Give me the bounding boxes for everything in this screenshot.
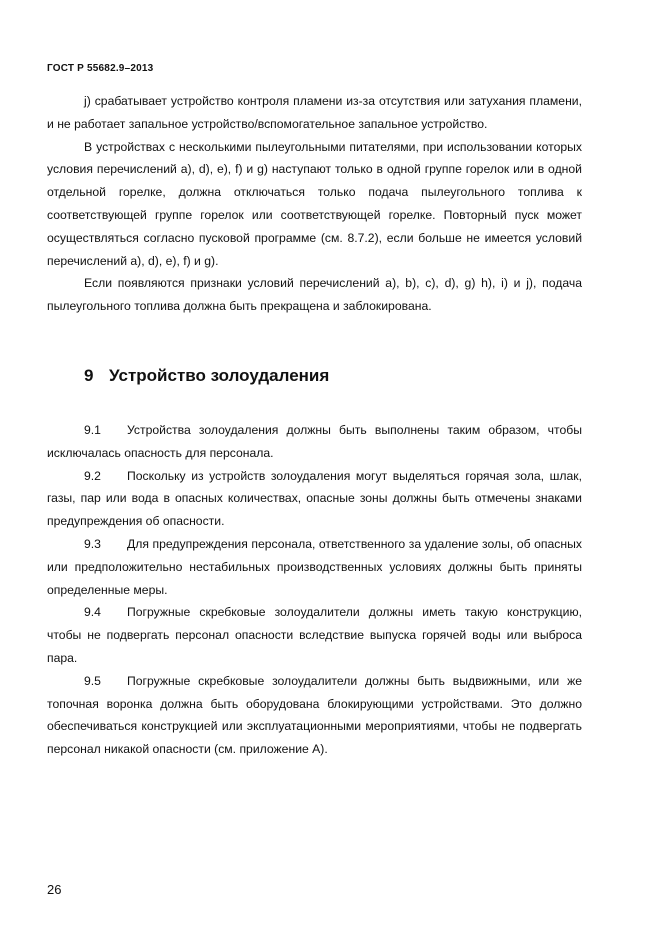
clause-number: 9.1	[84, 423, 101, 437]
clause-number: 9.5	[84, 673, 101, 688]
paragraph: Если появляются признаки условий перечислений a), b), c), d), g) h), i) и j), подача пылеугольного топлива должна быть прекращена и заблокирована.	[47, 276, 582, 314]
paragraph: j) срабатывает устройство контроля пламени из-за отсутствия или затухания пламени, и не работает запальное устройство/вспомогательное запальное устройство.	[47, 94, 582, 131]
clause	[47, 465, 582, 533]
section-heading	[84, 366, 329, 386]
clause-text: Поскольку из устройств золоудаления могут выделяться горячая зола, шлак, газы, пар или вода в опасных количествах, опасные зоны должны быть отмечены знаками предупреждения об опасности.	[47, 468, 582, 529]
clause	[47, 533, 582, 601]
document-header: ГОСТ Р 55682.9–2013	[47, 63, 154, 74]
paragraph: В устройствах с несколькими пылеугольными питателями, при использовании которых условия перечислений a), d), e), f) и g) наступают только в одной группе горелок или в одной отдельной горелке, должна отключаться только подача пылеугольного топлива к соответствующей группе горелок или соответствующей горелке. Повторный пуск может осуществляться согласно пусковой программе (см. 8.7.2), если больше не имеется условий перечислений a), d), e), f) и g).	[47, 139, 582, 268]
clause-text: Устройства золоудаления должны быть выполнены таким образом, чтобы исключалась опасность для персонала.	[47, 423, 582, 460]
clause-number: 9.2	[84, 468, 101, 483]
section-body	[47, 419, 582, 761]
section-title: Устройство золоудаления	[109, 366, 330, 385]
clause-text: Для предупреждения персонала, ответственного за удаление золы, об опасных или предположительно нестабильных производственных условиях должны быть приняты определенные меры.	[47, 536, 582, 597]
page-number: 26	[47, 882, 62, 897]
section-number: 9	[84, 366, 94, 385]
clause	[47, 419, 582, 465]
clause	[47, 670, 582, 761]
clause-number: 9.3	[84, 536, 101, 551]
body-text	[47, 90, 582, 318]
clause-text: Погружные скребковые золоудалители должны быть выдвижными, или же топочная воронка должна быть оборудована блокирующими устройствами. Это должно обеспечиваться конструкцией или эксплуатационными мероприятиями, чтобы не подвергать персонал никакой опасности (см. приложение А).	[47, 673, 582, 757]
clause	[47, 601, 582, 669]
clause-number: 9.4	[84, 605, 101, 620]
clause-text: Погружные скребковые золоудалители должны иметь такую конструкцию, чтобы не подвергать персонал опасности вследствие выпуска горячей воды или выброса пара.	[47, 605, 582, 665]
